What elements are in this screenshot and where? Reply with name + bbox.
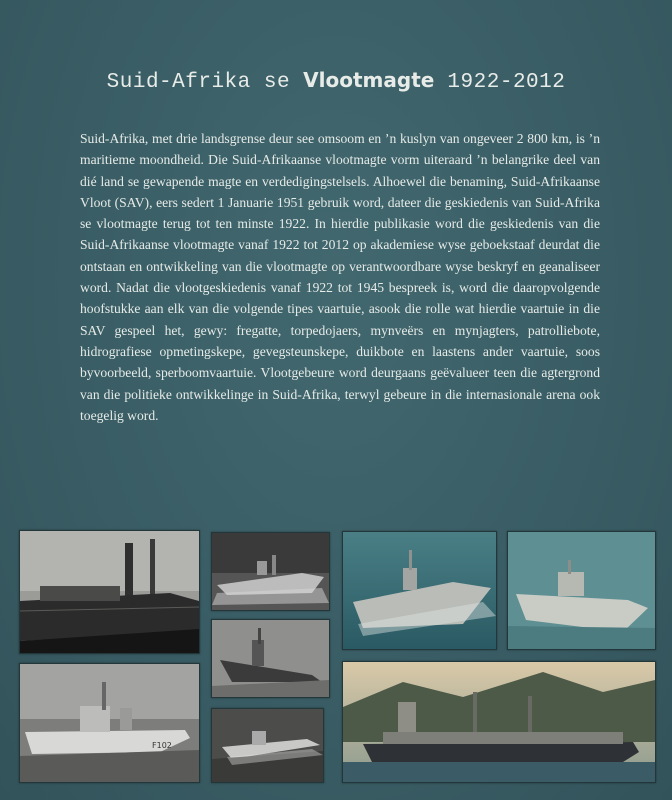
photo-patrol-vessel xyxy=(507,531,656,650)
title-part-2: 1922-2012 xyxy=(434,71,566,94)
book-title xyxy=(0,68,672,94)
photo-strike-craft xyxy=(211,708,324,783)
title-bold: Vlootmagte xyxy=(303,68,435,92)
photo-steamship xyxy=(19,530,200,654)
blurb-text: Suid-Afrika, met drie landsgrense deur see omsoom en ’n kuslyn van ongeveer 2 800 km, is ’n maritieme moondheid. Die Suid-Afrikaanse vlootmagte vorm uiteraard ’n belangrike deel van dié land se gewapende magte en verdedigingstelsels. Alhoewel die benaming, Suid-Afrikaanse Vloot (SAV), eers sedert 1 Januarie 1951 gebruik word, dateer die geskiedenis van Suid-Afrika se vlootmagte terug tot ten minste 1922. In hierdie publikasie word die geskiedenis van die Suid-Afrikaanse vlootmagte vanaf 1922 tot 2012 op akademiese wyse geboekstaaf deurdat die ontstaan en ontwikkeling van die vlootmagte op verantwoordbare wyse beskryf en geanaliseer word. Nadat die vlootgeskiedenis vanaf 1922 tot 1945 bespreek is, word die daaropvolgende hoofstukke aan elk van die volgende tipes vaartuie, asook die rolle wat hierdie vaartuie in die SAV gespeel het, gewy: fregatte, torpedojaers, mynveërs en mynjagters, patrolliebote, hidrografiese opmetingskepe, gevegsteunskepe, duikbote en laastens ander vaartuie, soos byvoorbeeld, sperboomvaartuie. Vlootgebeure word deurgaans geëvalueer teen die agtergrond van die politieke ontwikkelinge in Suid-Afrika, terwyl gebeure in die internasionale arena ook toegelig word. xyxy=(80,131,600,423)
pennant-number: F102 xyxy=(152,741,172,750)
title-part-1: Suid-Afrika se xyxy=(106,71,304,94)
photo-replenishment-ship xyxy=(342,661,656,783)
photo-missile-boat xyxy=(342,531,497,650)
photo-frigate-bw xyxy=(211,619,330,698)
photo-frigate-f102 xyxy=(19,663,200,783)
photo-destroyer xyxy=(211,532,330,611)
